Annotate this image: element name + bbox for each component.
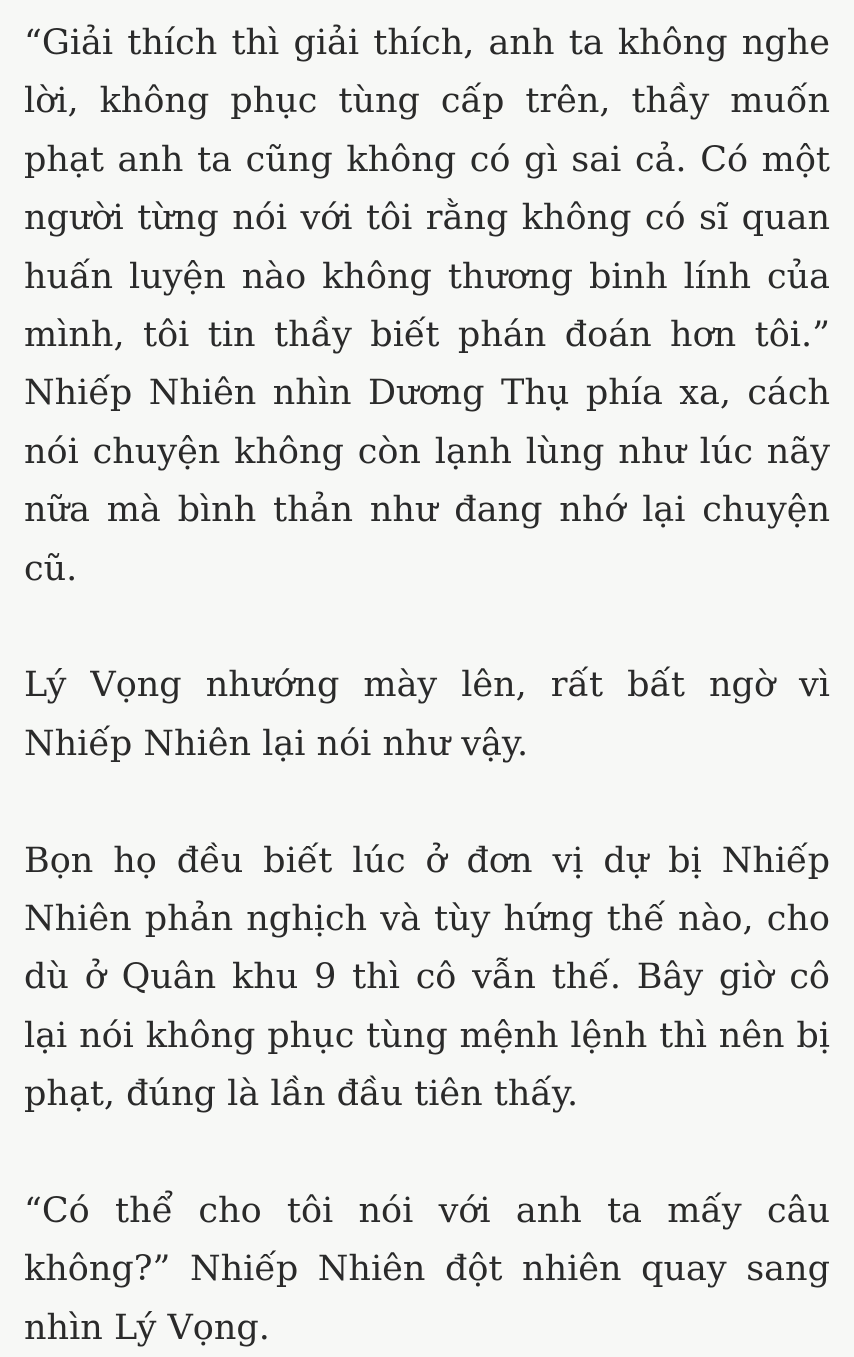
paragraph-1: “Giải thích thì giải thích, anh ta không nghe lời, không phục tùng cấp trên, thầy muốn phạt anh ta cũng không có gì sai cả. Có một người từng nói với tôi rằng không có sĩ quan huấn luyện nào không thương binh lính của mình, tôi tin thầy biết phán đoán hơn tôi.” Nhiếp Nhiên nhìn Dương Thụ phía xa, cách nói chuyện không còn lạnh lùng như lúc nãy nữa mà bình thản như đang nhớ lại chuyện cũ.: [24, 23, 830, 589]
paragraph-4: “Có thể cho tôi nói với anh ta mấy câu không?” Nhiếp Nhiên đột nhiên quay sang nhìn Lý Vọng.: [24, 1191, 830, 1348]
paragraph-2: Lý Vọng nhướng mày lên, rất bất ngờ vì Nhiếp Nhiên lại nói như vậy.: [24, 665, 830, 764]
paragraph-3: Bọn họ đều biết lúc ở đơn vị dự bị Nhiếp Nhiên phản nghịch và tùy hứng thế nào, cho dù ở Quân khu 9 thì cô vẫn thế. Bây giờ cô lại nói không phục tùng mệnh lệnh thì nên bị phạt, đúng là lần đầu tiên thấy.: [24, 840, 830, 1115]
